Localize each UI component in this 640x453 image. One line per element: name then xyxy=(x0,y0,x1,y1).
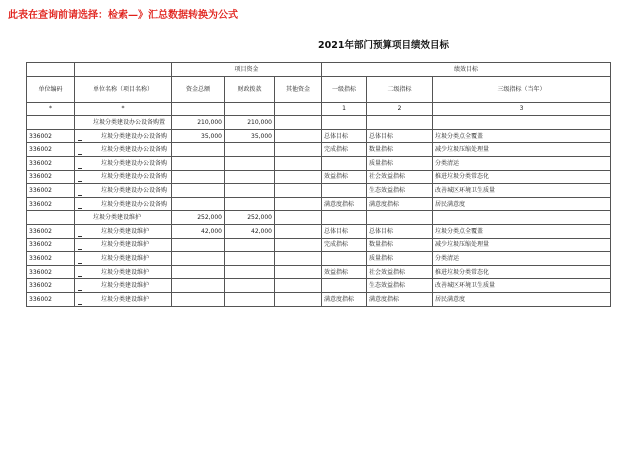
cell-level3: 居民满意度 xyxy=(433,197,611,211)
cell-unit-name: 垃圾分类建设办公设备购 xyxy=(75,156,172,170)
cell-fiscal-funds: 252,000 xyxy=(225,211,275,225)
cell-level2: 总体目标 xyxy=(367,224,433,238)
cell-total-funds xyxy=(172,170,225,184)
index-blank xyxy=(172,102,225,116)
col-level3: 三级指标（当年） xyxy=(433,76,611,102)
cell-total-funds xyxy=(172,265,225,279)
cell-unit-code: 336002 xyxy=(27,224,75,238)
index-code: * xyxy=(27,102,75,116)
cell-other-funds xyxy=(275,211,322,225)
cell-other-funds xyxy=(275,292,322,306)
col-total-funds: 资金总额 xyxy=(172,76,225,102)
cell-fiscal-funds xyxy=(225,143,275,157)
header-blank-cell xyxy=(27,63,75,77)
cell-level1 xyxy=(322,279,367,293)
cell-total-funds xyxy=(172,156,225,170)
cell-level2: 数量指标 xyxy=(367,143,433,157)
cell-total-funds xyxy=(172,279,225,293)
cell-level3: 分类清运 xyxy=(433,252,611,266)
cell-total-funds xyxy=(172,252,225,266)
table-row xyxy=(27,156,611,170)
cell-level1: 满意度指标 xyxy=(322,292,367,306)
col-level1: 一级指标 xyxy=(322,76,367,102)
cell-unit-name: 垃圾分类建设办公设备购 xyxy=(75,170,172,184)
cell-other-funds xyxy=(275,252,322,266)
cell-level3 xyxy=(433,211,611,225)
table-row xyxy=(27,279,611,293)
cell-other-funds xyxy=(275,116,322,130)
cell-level2: 生态效益指标 xyxy=(367,279,433,293)
cell-level2: 总体目标 xyxy=(367,129,433,143)
cell-level3: 分类清运 xyxy=(433,156,611,170)
index-blank xyxy=(275,102,322,116)
cell-unit-name: 垃圾分类建设办公设备购 xyxy=(75,129,172,143)
cell-other-funds xyxy=(275,265,322,279)
cell-other-funds xyxy=(275,224,322,238)
cell-fiscal-funds xyxy=(225,252,275,266)
cell-fiscal-funds xyxy=(225,184,275,198)
header-funds-group: 项目资金 xyxy=(172,63,322,77)
cell-unit-name: 垃圾分类建设维护 xyxy=(75,265,172,279)
cell-level2: 满意度指标 xyxy=(367,197,433,211)
cell-level2: 数量指标 xyxy=(367,238,433,252)
cell-level2 xyxy=(367,116,433,130)
cell-unit-code: 336002 xyxy=(27,170,75,184)
table-row xyxy=(27,224,611,238)
cell-unit-code: 336002 xyxy=(27,279,75,293)
cell-fiscal-funds xyxy=(225,197,275,211)
cell-other-funds xyxy=(275,238,322,252)
header-blank-cell xyxy=(75,63,172,77)
cell-level1 xyxy=(322,211,367,225)
cell-unit-name: 垃圾分类建设办公设备购 xyxy=(75,184,172,198)
cell-unit-name: 垃圾分类建设办公设备购置 xyxy=(75,116,172,130)
cell-unit-code: 336002 xyxy=(27,252,75,266)
cell-unit-code: 336002 xyxy=(27,197,75,211)
index-l1: 1 xyxy=(322,102,367,116)
table-row xyxy=(27,197,611,211)
cell-level1: 完成指标 xyxy=(322,143,367,157)
cell-fiscal-funds xyxy=(225,265,275,279)
performance-table xyxy=(26,62,611,307)
cell-total-funds xyxy=(172,238,225,252)
table-group-row xyxy=(27,116,611,130)
header-group-row xyxy=(27,63,611,77)
cell-other-funds xyxy=(275,197,322,211)
cell-fiscal-funds xyxy=(225,156,275,170)
header-perf-group: 绩效目标 xyxy=(322,63,611,77)
cell-level3: 居民满意度 xyxy=(433,292,611,306)
cell-other-funds xyxy=(275,279,322,293)
cell-unit-code: 336002 xyxy=(27,156,75,170)
index-name: * xyxy=(75,102,172,116)
cell-level3: 减少垃圾压缩处理量 xyxy=(433,238,611,252)
cell-unit-code: 336002 xyxy=(27,238,75,252)
cell-unit-name: 垃圾分类建设维护 xyxy=(75,238,172,252)
cell-fiscal-funds: 42,000 xyxy=(225,224,275,238)
cell-level3: 垃圾分类点全覆盖 xyxy=(433,224,611,238)
cell-unit-code: 336002 xyxy=(27,292,75,306)
cell-unit-code: 336002 xyxy=(27,184,75,198)
notice-text: 此表在查询前请选择：检索—》汇总数据转换为公式 xyxy=(8,10,238,21)
index-l2: 2 xyxy=(367,102,433,116)
cell-total-funds xyxy=(172,292,225,306)
table-row xyxy=(27,238,611,252)
cell-unit-code xyxy=(27,211,75,225)
cell-fiscal-funds: 210,000 xyxy=(225,116,275,130)
page-title: 2021年部门预算项目绩效目标 xyxy=(318,40,449,51)
cell-level3 xyxy=(433,116,611,130)
cell-unit-code: 336002 xyxy=(27,143,75,157)
cell-total-funds: 42,000 xyxy=(172,224,225,238)
table-row xyxy=(27,265,611,279)
cell-fiscal-funds xyxy=(225,279,275,293)
header-column-row xyxy=(27,76,611,102)
cell-level2: 质量指标 xyxy=(367,156,433,170)
cell-unit-name: 垃圾分类建设维护 xyxy=(75,211,172,225)
cell-level2: 社会效益指标 xyxy=(367,265,433,279)
cell-level1 xyxy=(322,184,367,198)
cell-unit-code xyxy=(27,116,75,130)
cell-level1: 效益指标 xyxy=(322,265,367,279)
index-row xyxy=(27,102,611,116)
cell-level2: 社会效益指标 xyxy=(367,170,433,184)
cell-other-funds xyxy=(275,184,322,198)
cell-level1: 效益指标 xyxy=(322,170,367,184)
cell-level1 xyxy=(322,156,367,170)
cell-other-funds xyxy=(275,129,322,143)
col-unit-code: 单位编码 xyxy=(27,76,75,102)
cell-unit-name: 垃圾分类建设办公设备购 xyxy=(75,143,172,157)
cell-level2 xyxy=(367,211,433,225)
table-row xyxy=(27,170,611,184)
cell-other-funds xyxy=(275,143,322,157)
cell-unit-code: 336002 xyxy=(27,265,75,279)
cell-total-funds: 35,000 xyxy=(172,129,225,143)
cell-level3: 推进垃圾分类常态化 xyxy=(433,170,611,184)
table-row xyxy=(27,129,611,143)
table-row xyxy=(27,292,611,306)
cell-fiscal-funds: 35,000 xyxy=(225,129,275,143)
cell-level3: 推进垃圾分类常态化 xyxy=(433,265,611,279)
cell-level3: 改善城区环境卫生质量 xyxy=(433,279,611,293)
cell-level1: 满意度指标 xyxy=(322,197,367,211)
cell-other-funds xyxy=(275,156,322,170)
col-unit-name: 单位名称（项目名称） xyxy=(75,76,172,102)
cell-level2: 质量指标 xyxy=(367,252,433,266)
col-other-funds: 其他资金 xyxy=(275,76,322,102)
table-row xyxy=(27,143,611,157)
col-fiscal-funds: 财政拨款 xyxy=(225,76,275,102)
cell-unit-name: 垃圾分类建设维护 xyxy=(75,279,172,293)
cell-total-funds xyxy=(172,197,225,211)
cell-level1: 完成指标 xyxy=(322,238,367,252)
cell-level3: 改善城区环境卫生质量 xyxy=(433,184,611,198)
cell-fiscal-funds xyxy=(225,238,275,252)
cell-level1 xyxy=(322,252,367,266)
table-group-row xyxy=(27,211,611,225)
cell-total-funds: 252,000 xyxy=(172,211,225,225)
cell-fiscal-funds xyxy=(225,292,275,306)
cell-level1 xyxy=(322,116,367,130)
cell-level2: 满意度指标 xyxy=(367,292,433,306)
cell-unit-code: 336002 xyxy=(27,129,75,143)
cell-unit-name: 垃圾分类建设维护 xyxy=(75,252,172,266)
cell-fiscal-funds xyxy=(225,170,275,184)
cell-total-funds: 210,000 xyxy=(172,116,225,130)
cell-total-funds xyxy=(172,184,225,198)
index-l3: 3 xyxy=(433,102,611,116)
cell-unit-name: 垃圾分类建设维护 xyxy=(75,292,172,306)
cell-unit-name: 垃圾分类建设维护 xyxy=(75,224,172,238)
table-row xyxy=(27,252,611,266)
index-blank xyxy=(225,102,275,116)
cell-unit-name: 垃圾分类建设办公设备购 xyxy=(75,197,172,211)
cell-level3: 减少垃圾压缩处理量 xyxy=(433,143,611,157)
table-body xyxy=(27,63,611,307)
cell-level1: 总体目标 xyxy=(322,129,367,143)
cell-level3: 垃圾分类点全覆盖 xyxy=(433,129,611,143)
cell-total-funds xyxy=(172,143,225,157)
table-row xyxy=(27,184,611,198)
cell-level1: 总体目标 xyxy=(322,224,367,238)
col-level2: 二级指标 xyxy=(367,76,433,102)
cell-other-funds xyxy=(275,170,322,184)
cell-level2: 生态效益指标 xyxy=(367,184,433,198)
